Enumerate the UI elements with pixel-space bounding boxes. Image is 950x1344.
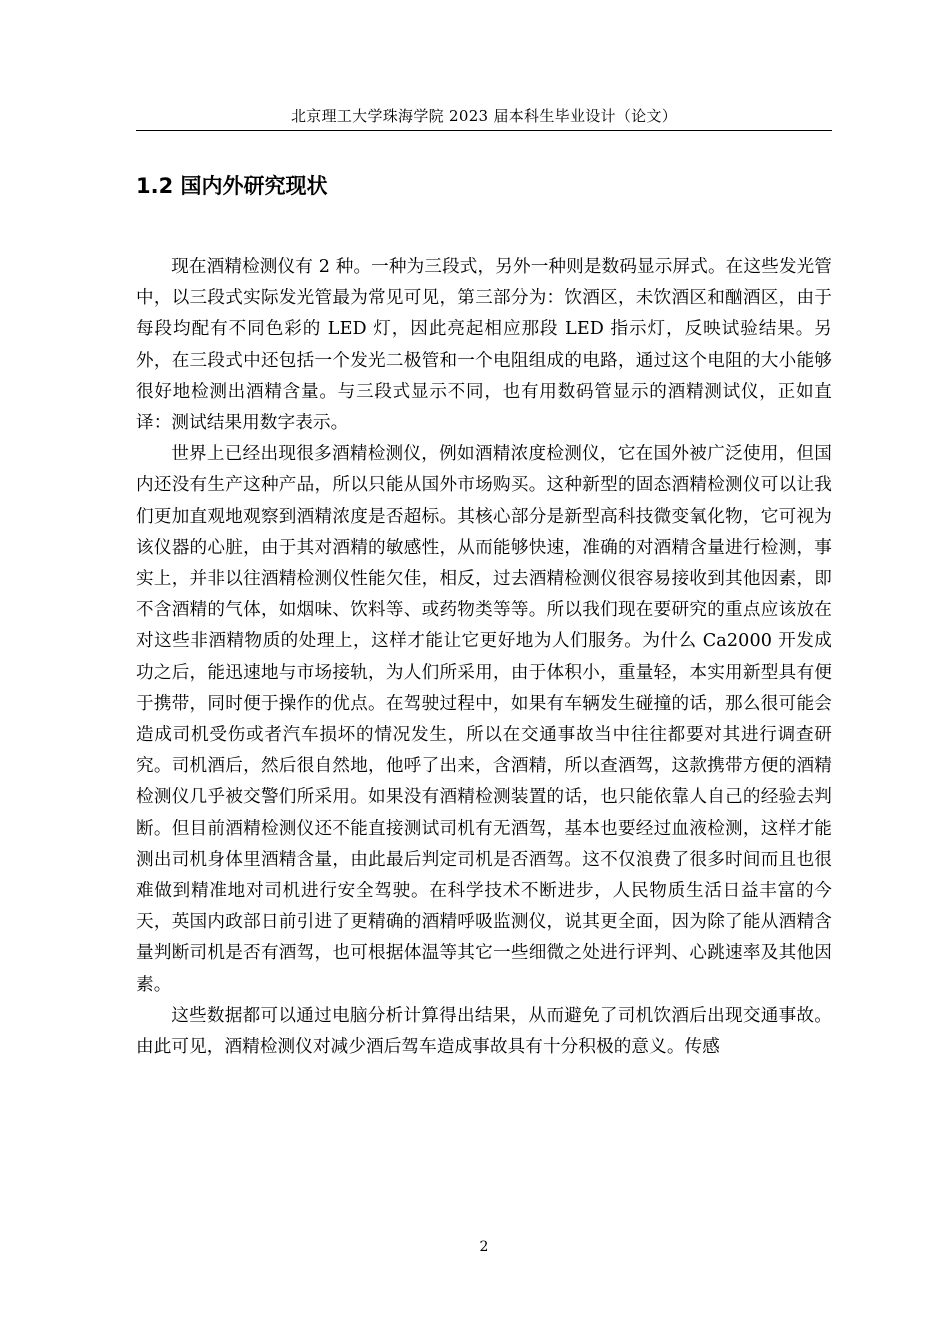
paragraph: 这些数据都可以通过电脑分析计算得出结果，从而避免了司机饮酒后出现交通事故。由此可见，酒精检测仪对减少酒后驾车造成事故具有十分积极的意义。传感 [136, 1005, 832, 1058]
page-number: 2 [479, 1239, 489, 1255]
body-text [136, 252, 832, 1063]
paragraph: 现在酒精检测仪有 2 种。一种为三段式，另外一种则是数码显示屏式。在这些发光管中，以三段式实际发光管最为常见可见，第三部分为：饮酒区，未饮酒区和酗酒区，由于每段均配有不同色彩的 LED 灯，因此亮起相应那段 LED 指示灯，反映试验结果。另外，在三段式中还包括一个发光二极管和一个电阻组成的电路，通过这个电阻的大小能够很好地检测出酒精含量。与三段式显示不同，也有用数码管显示的酒精测试仪，正如直译：测试结果用数字表示。 [136, 257, 832, 434]
header-rule [136, 130, 832, 131]
running-header: 北京理工大学珠海学院 2023 届本科生毕业设计（论文） [290, 107, 678, 125]
paragraph: 世界上已经出现很多酒精检测仪，例如酒精浓度检测仪，它在国外被广泛使用，但国内还没有生产这种产品，所以只能从国外市场购买。这种新型的固态酒精检测仪可以让我们更加直观地观察到酒精浓度是否超标。其核心部分是新型高科技微变氧化物，它可视为该仪器的心脏，由于其对酒精的敏感性，从而能够快速，准确的对酒精含量进行检测，事实上，并非以往酒精检测仪性能欠佳，相反，过去酒精检测仪很容易接收到其他因素，即不含酒精的气体，如烟味、饮料等、或药物类等等。所以我们现在要研究的重点应该放在对这些非酒精物质的处理上，这样才能让它更好地为人们服务。为什么 Ca2000 开发成功之后，能迅速地与市场接轨，为人们所采用，由于体积小，重量轻，本实用新型具有便于携带，同时便于操作的优点。在驾驶过程中，如果有车辆发生碰撞的话，那么很可能会造成司机受伤或者汽车损坏的情况发生，所以在交通事故当中往往都要对其进行调查研究。司机酒后，然后很自然地，他呼了出来，含酒精，所以查酒驾，这款携带方便的酒精检测仪几乎被交警们所采用。如果没有酒精检测装置的话，也只能依靠人自己的经验去判断。但目前酒精检测仪还不能直接测试司机有无酒驾，基本也要经过血液检测，这样才能测出司机身体里酒精含量，由此最后判定司机是否酒驾。这不仅浪费了很多时间而且也很难做到精准地对司机进行安全驾驶。在科学技术不断进步，人民物质生活日益丰富的今天，英国内政部日前引进了更精确的酒精呼吸监测仪，说其更全面，因为除了能从酒精含量判断司机是否有酒驾，也可根据体温等其它一些细微之处进行评判、心跳速率及其他因素。 [136, 444, 832, 995]
section-heading: 1.2 国内外研究现状 [136, 174, 328, 198]
